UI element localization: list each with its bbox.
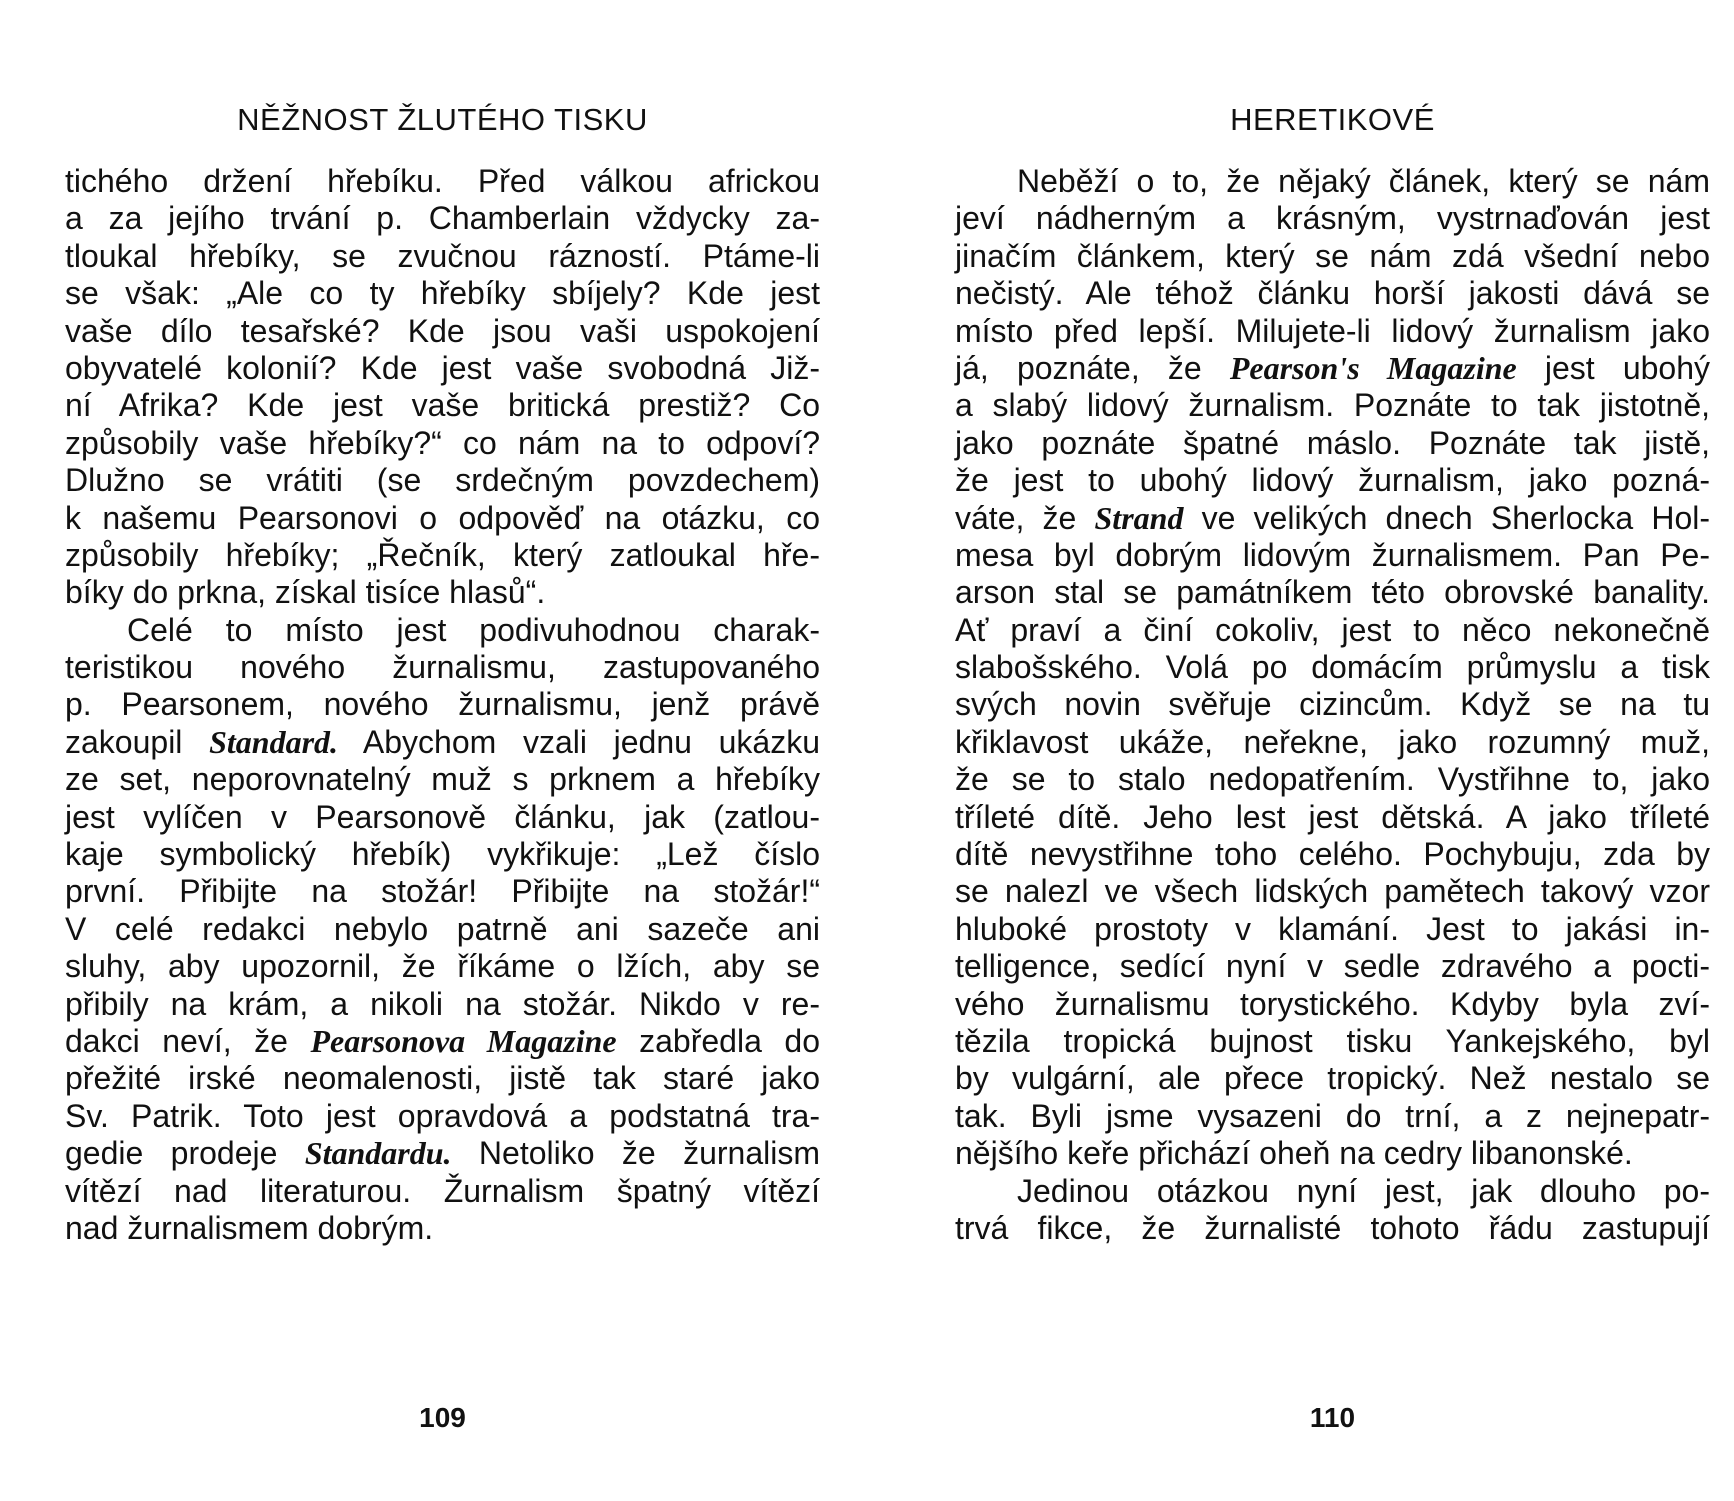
line-segment: Abychom vzali jednu ukázku [338, 723, 821, 760]
italic-title: Pearsonova Magazine [310, 1022, 617, 1059]
text-line: hluboké prostoty v klamání. Jest to jakási in- [955, 910, 1710, 947]
text-line: nějšího keře přichází oheň na cedry libanonské. [955, 1135, 1633, 1172]
text-line: jeví nádherným a krásným, vystrnaďován jest [955, 200, 1710, 237]
line-segment: zabředla do [616, 1022, 821, 1059]
text-line: arson stal se památníkem této obrovské banality. [955, 574, 1710, 611]
line-segment: gedie prodeje [65, 1135, 305, 1172]
line-segment: jest ubohý [1516, 349, 1711, 386]
text-line [65, 1023, 820, 1060]
text-line: způsobily hřebíky; „Řečník, který zatloukal hře- [65, 536, 820, 573]
text-line: Jedinou otázkou nyní jest, jak dlouho po- [1017, 1172, 1710, 1209]
text-line: jinačím článkem, který se nám zdá všední nebo [955, 237, 1710, 274]
text-line: obyvatelé kolonií? Kde jest vaše svobodná Již- [65, 349, 820, 386]
running-head-right: HERETIKOVÉ [1230, 102, 1435, 137]
text-line: Ať praví a činí cokoliv, jest to něco nekonečně [955, 611, 1710, 648]
text-line: způsobily vaše hřebíky?“ co nám na to odpoví? [65, 424, 820, 461]
text-line: se nalezl ve všech lidských pamětech takový vzor [955, 873, 1710, 910]
text-line: a slabý lidový žurnalism. Poznáte to tak jistotně, [955, 387, 1710, 424]
text-line: tichého držení hřebíku. Před válkou africkou [65, 163, 820, 199]
text-line: telligence, sedící nyní v sedle zdravého a pocti- [955, 948, 1710, 985]
text-line: jest vylíčen v Pearsonově článku, jak (zatlou- [65, 798, 820, 835]
page-number-left: 109 [419, 1402, 466, 1433]
text-line: přežité irské neomalenosti, jistě tak staré jako [65, 1060, 820, 1097]
body-text-left [65, 163, 820, 1247]
text-line: vítězí nad literaturou. Žurnalism špatný vítězí [65, 1172, 820, 1209]
text-line: křiklavost ukáže, neřekne, jako rozumný muž, [955, 723, 1710, 760]
text-line: nečistý. Ale téhož článku horší jakosti dává se [955, 275, 1710, 312]
text-line: že jest to ubohý lidový žurnalism, jako pozná- [955, 462, 1710, 499]
text-line: svých novin svěřuje cizincům. Když se na tu [955, 686, 1710, 723]
text-line: bíky do prkna, získal tisíce hlasů“. [65, 574, 546, 611]
text-line: dítě nevystřihne toho celého. Pochybuju, zda by [955, 836, 1710, 873]
text-line: Dlužno se vrátiti (se srdečným povzdechem) [65, 462, 820, 499]
text-line: a za jejího trvání p. Chamberlain vždycky za- [65, 200, 820, 237]
text-line [955, 350, 1710, 387]
text-line: tězila tropická bujnost tisku Yankejského, byl [955, 1022, 1710, 1059]
line-segment: já, poznáte, že [955, 349, 1230, 386]
text-line: mesa byl dobrým lidovým žurnalismem. Pan Pe- [955, 536, 1710, 573]
line-segment: zakoupil [65, 723, 210, 760]
body-text-right [955, 163, 1710, 1247]
text-line: Neběží o to, že nějaký článek, který se nám [1017, 163, 1710, 199]
italic-title: Standard. [209, 723, 339, 760]
text-line: nad žurnalismem dobrým. [65, 1209, 434, 1246]
text-line [65, 1135, 820, 1172]
italic-title: Strand [1094, 499, 1184, 536]
text-line: slabošského. Volá po domácím průmyslu a tisk [955, 649, 1710, 686]
text-line: přibily na krám, a nikoli na stožár. Nikdo v re- [65, 985, 820, 1022]
italic-title: Pearson's Magazine [1229, 349, 1517, 386]
text-line: by vulgární, ale přece tropický. Než nestalo se [955, 1060, 1710, 1097]
page-left [65, 0, 820, 1501]
text-line: první. Přibijte na stožár! Přibijte na stožár!“ [65, 873, 820, 910]
line-segment: váte, že [955, 499, 1095, 536]
text-line: sluhy, aby upozornil, že říkáme o lžích, aby se [65, 948, 820, 985]
text-line: teristikou nového žurnalismu, zastupovaného [65, 649, 820, 686]
text-line: trvá fikce, že žurnalisté tohoto řádu zastupují [955, 1209, 1710, 1246]
text-line [955, 500, 1710, 537]
text-line [65, 724, 820, 761]
text-line: Celé to místo jest podivuhodnou charak- [127, 611, 820, 648]
line-segment: Netoliko že žurnalism [451, 1135, 821, 1172]
text-line: ní Afrika? Kde jest vaše britická prestiž? Co [65, 387, 820, 424]
text-line: se však: „Ale co ty hřebíky sbíjely? Kde jest [65, 275, 820, 312]
text-line: k našemu Pearsonovi o odpověď na otázku, co [65, 499, 820, 536]
running-head-left: NĚŽNOST ŽLUTÉHO TISKU [237, 102, 648, 137]
line-segment: ve velikých dnech Sherlocka Hol- [1183, 499, 1711, 536]
italic-title: Standardu. [304, 1135, 452, 1172]
text-line: p. Pearsonem, nového žurnalismu, jenž právě [65, 686, 820, 723]
text-line: tloukal hřebíky, se zvučnou rázností. Ptáme-li [65, 237, 820, 274]
page-number-right: 110 [1309, 1402, 1356, 1433]
text-line: místo před lepší. Milujete-li lidový žurnalism jako [955, 312, 1710, 349]
text-line: tříleté dítě. Jeho lest jest dětská. A jako tříleté [955, 798, 1710, 835]
text-line: že se to stalo nedopatřením. Vystřihne to, jako [955, 761, 1710, 798]
text-line: kaje symbolický hřebík) vykřikuje: „Lež číslo [65, 836, 820, 873]
text-line: Sv. Patrik. Toto jest opravdová a podstatná tra- [65, 1097, 820, 1134]
text-line: tak. Byli jsme vysazeni do trní, a z nejnepatr- [955, 1097, 1710, 1134]
text-line: jako poznáte špatné máslo. Poznáte tak jistě, [955, 424, 1710, 461]
line-segment: dakci neví, že [65, 1022, 311, 1059]
text-line: vaše dílo tesařské? Kde jsou vaši uspokojení [65, 312, 820, 349]
text-line: V celé redakci nebylo patrně ani sazeče ani [65, 910, 820, 947]
text-line: vého žurnalismu torystického. Kdyby byla zví- [955, 985, 1710, 1022]
page-right [955, 0, 1710, 1501]
text-line: ze set, neporovnatelný muž s prknem a hřebíky [65, 761, 820, 798]
